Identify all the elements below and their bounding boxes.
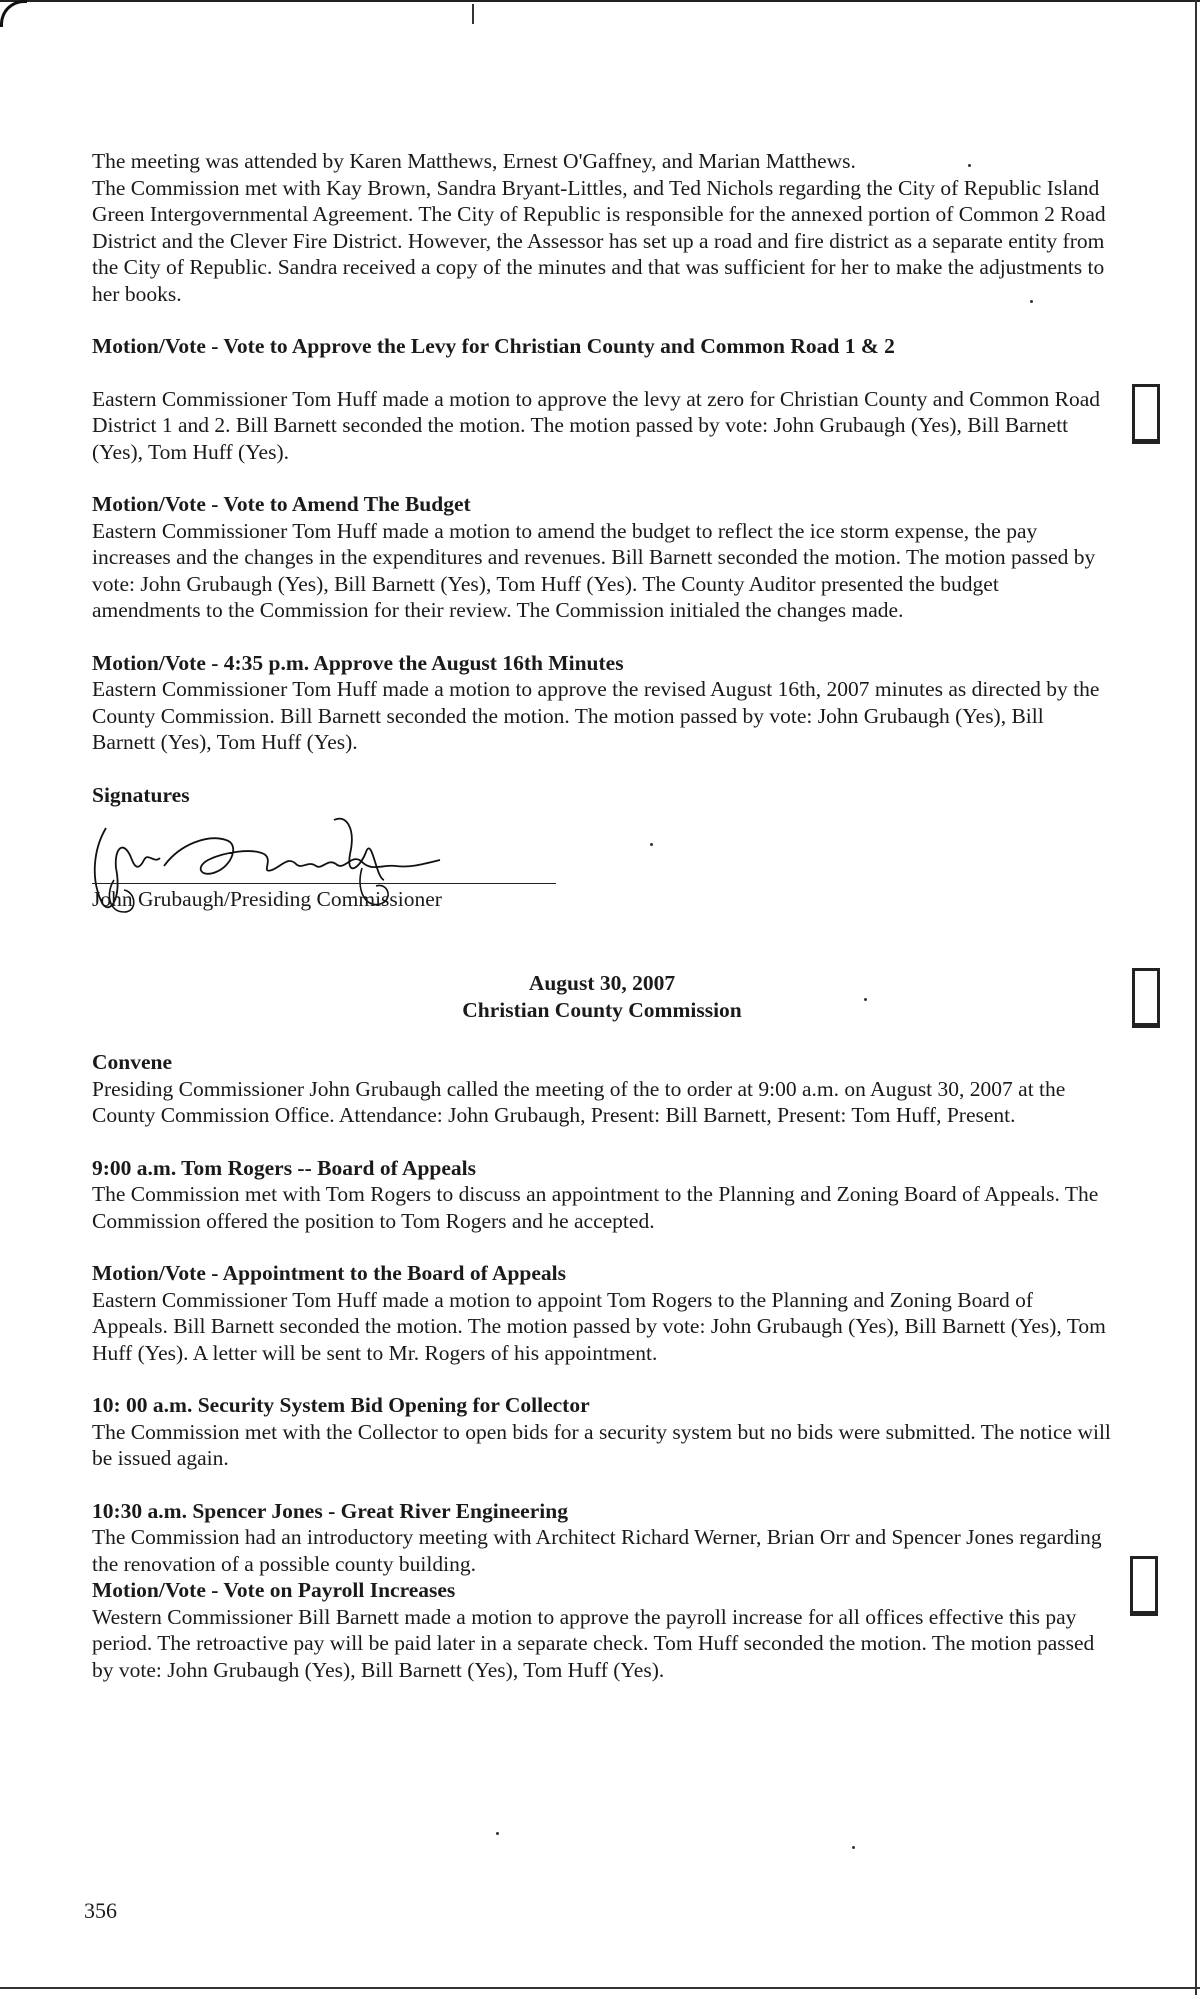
section-heading: 10: 00 a.m. Security System Bid Opening for Collector	[92, 1393, 590, 1417]
meeting-date: August 30, 2007	[528, 971, 676, 995]
section-heading: Motion/Vote - 4:35 p.m. Approve the August 16th Minutes	[92, 650, 624, 675]
section-heading: Motion/Vote - Vote to Approve the Levy for Christian County and Common Road 1 & 2	[92, 334, 895, 358]
section-body: Eastern Commissioner Tom Huff made a motion to approve the levy at zero for Christian County and Common Road District 1 and 2. Bill Barnett seconded the motion. The motion passed by vote: John Grubaugh (Yes), Bill Barnett (Yes), Tom Huff (Yes).	[92, 386, 1101, 464]
section-body: Western Commissioner Bill Barnett made a motion to approve the payroll increase for all offices effective this pay period. The retroactive pay will be paid later in a separate check. Tom Huff seconded the motion. The motion passed by vote: John Grubaugh (Yes), Bill Barnett (Yes), Tom Huff (Yes).	[92, 1604, 1095, 1682]
page-number: 356	[84, 1898, 117, 1923]
scan-speck	[852, 1846, 855, 1849]
section-body: The Commission met with Tom Rogers to discuss an appointment to the Planning and Zoning Board of Appeals. The Commission offered the position to Tom Rogers and he accepted.	[92, 1182, 1099, 1233]
section-convene	[92, 1049, 1112, 1129]
margin-checkbox-icon	[1130, 1556, 1158, 1616]
page-edge-bottom	[0, 1987, 1200, 1989]
margin-checkbox-icon	[1132, 384, 1160, 444]
signature-line	[92, 883, 556, 884]
section-heading: Motion/Vote - Vote on Payroll Increases	[92, 1578, 456, 1602]
section-heading: Motion/Vote - Appointment to the Board of Appeals	[92, 1261, 567, 1285]
section-great-river	[92, 1498, 1112, 1578]
binding-tick-mark	[472, 4, 474, 24]
agreement-paragraph: The Commission met with Kay Brown, Sandra Bryant-Littles, and Ted Nichols regarding the City of Republic Island Green Intergovernmental Agreement. The City of Republic is responsible for the annexed portion of Common 2 Road District and the Clever Fire District. However, the Assessor has set up a road and fire district as a separate entity from the City of Republic. Sandra received a copy of the minutes and that was sufficient for her to make the adjustments to her books.	[92, 175, 1106, 306]
section-amend-budget	[92, 491, 1112, 624]
margin-checkbox-icon	[1132, 968, 1160, 1028]
section-security-bid	[92, 1392, 1112, 1472]
section-body: Presiding Commissioner John Grubaugh called the meeting of the to order at 9:00 a.m. on August 30, 2007 at the County Commission Office. Attendance: John Grubaugh, Present: Bill Barnett, Present: Tom Huff, Present.	[92, 1076, 1066, 1127]
page-corner-curl	[0, 0, 27, 27]
section-body: Eastern Commissioner Tom Huff made a motion to appoint Tom Rogers to the Planning and Zoning Board of Appeals. Bill Barnett seconded the motion. The motion passed by vote: John Grubaugh (Yes), Bill Barnett (Yes), Tom Huff (Yes). A letter will be sent to Mr. Rogers of his appointment.	[92, 1287, 1106, 1365]
section-body: Eastern Commissioner Tom Huff made a motion to approve the revised August 16th, 2007 minutes as directed by the County Commission. Bill Barnett seconded the motion. The motion passed by vote: John Grubaugh (Yes), Bill Barnett (Yes), Tom Huff (Yes).	[92, 677, 1100, 754]
attendance-paragraph: The meeting was attended by Karen Matthews, Ernest O'Gaffney, and Marian Matthews.	[92, 149, 856, 173]
section-body: The Commission had an introductory meeting with Architect Richard Werner, Brian Orr and Spencer Jones regarding the renovation of a possible county building.	[92, 1525, 1102, 1576]
signatures-heading: Signatures	[92, 782, 190, 807]
section-heading: Motion/Vote - Vote to Amend The Budget	[92, 492, 471, 516]
section-body: The Commission met with the Collector to open bids for a security system but no bids were submitted. The notice will be issued again.	[92, 1419, 1111, 1470]
document-body	[92, 148, 1112, 1683]
section-heading: Convene	[92, 1050, 173, 1074]
section-payroll	[92, 1577, 1112, 1683]
section-board-of-appeals	[92, 1155, 1112, 1235]
meeting-body-name: Christian County Commission	[462, 997, 742, 1022]
page-edge-right	[1195, 0, 1197, 1995]
page-edge-top	[0, 0, 1200, 2]
section-levy	[92, 333, 1112, 465]
section-body: Eastern Commissioner Tom Huff made a motion to amend the budget to reflect the ice storm expense, the pay increases and the changes in the expenditures and revenues. Bill Barnett seconded the motion. The motion passed by vote: John Grubaugh (Yes), Bill Barnett (Yes), Tom Huff (Yes). The County Auditor presented the budget amendments to the Commission for their review. The Commission initialed the changes made.	[92, 518, 1096, 622]
signature-block	[92, 808, 1112, 918]
section-heading: 10:30 a.m. Spencer Jones - Great River Engineering	[92, 1498, 568, 1523]
section-approve-minutes	[92, 650, 1112, 756]
section-appointment	[92, 1260, 1112, 1366]
section-heading: 9:00 a.m. Tom Rogers -- Board of Appeals	[92, 1155, 477, 1180]
scan-speck	[496, 1832, 499, 1835]
signature-caption: John Grubaugh/Presiding Commissioner	[92, 887, 442, 911]
